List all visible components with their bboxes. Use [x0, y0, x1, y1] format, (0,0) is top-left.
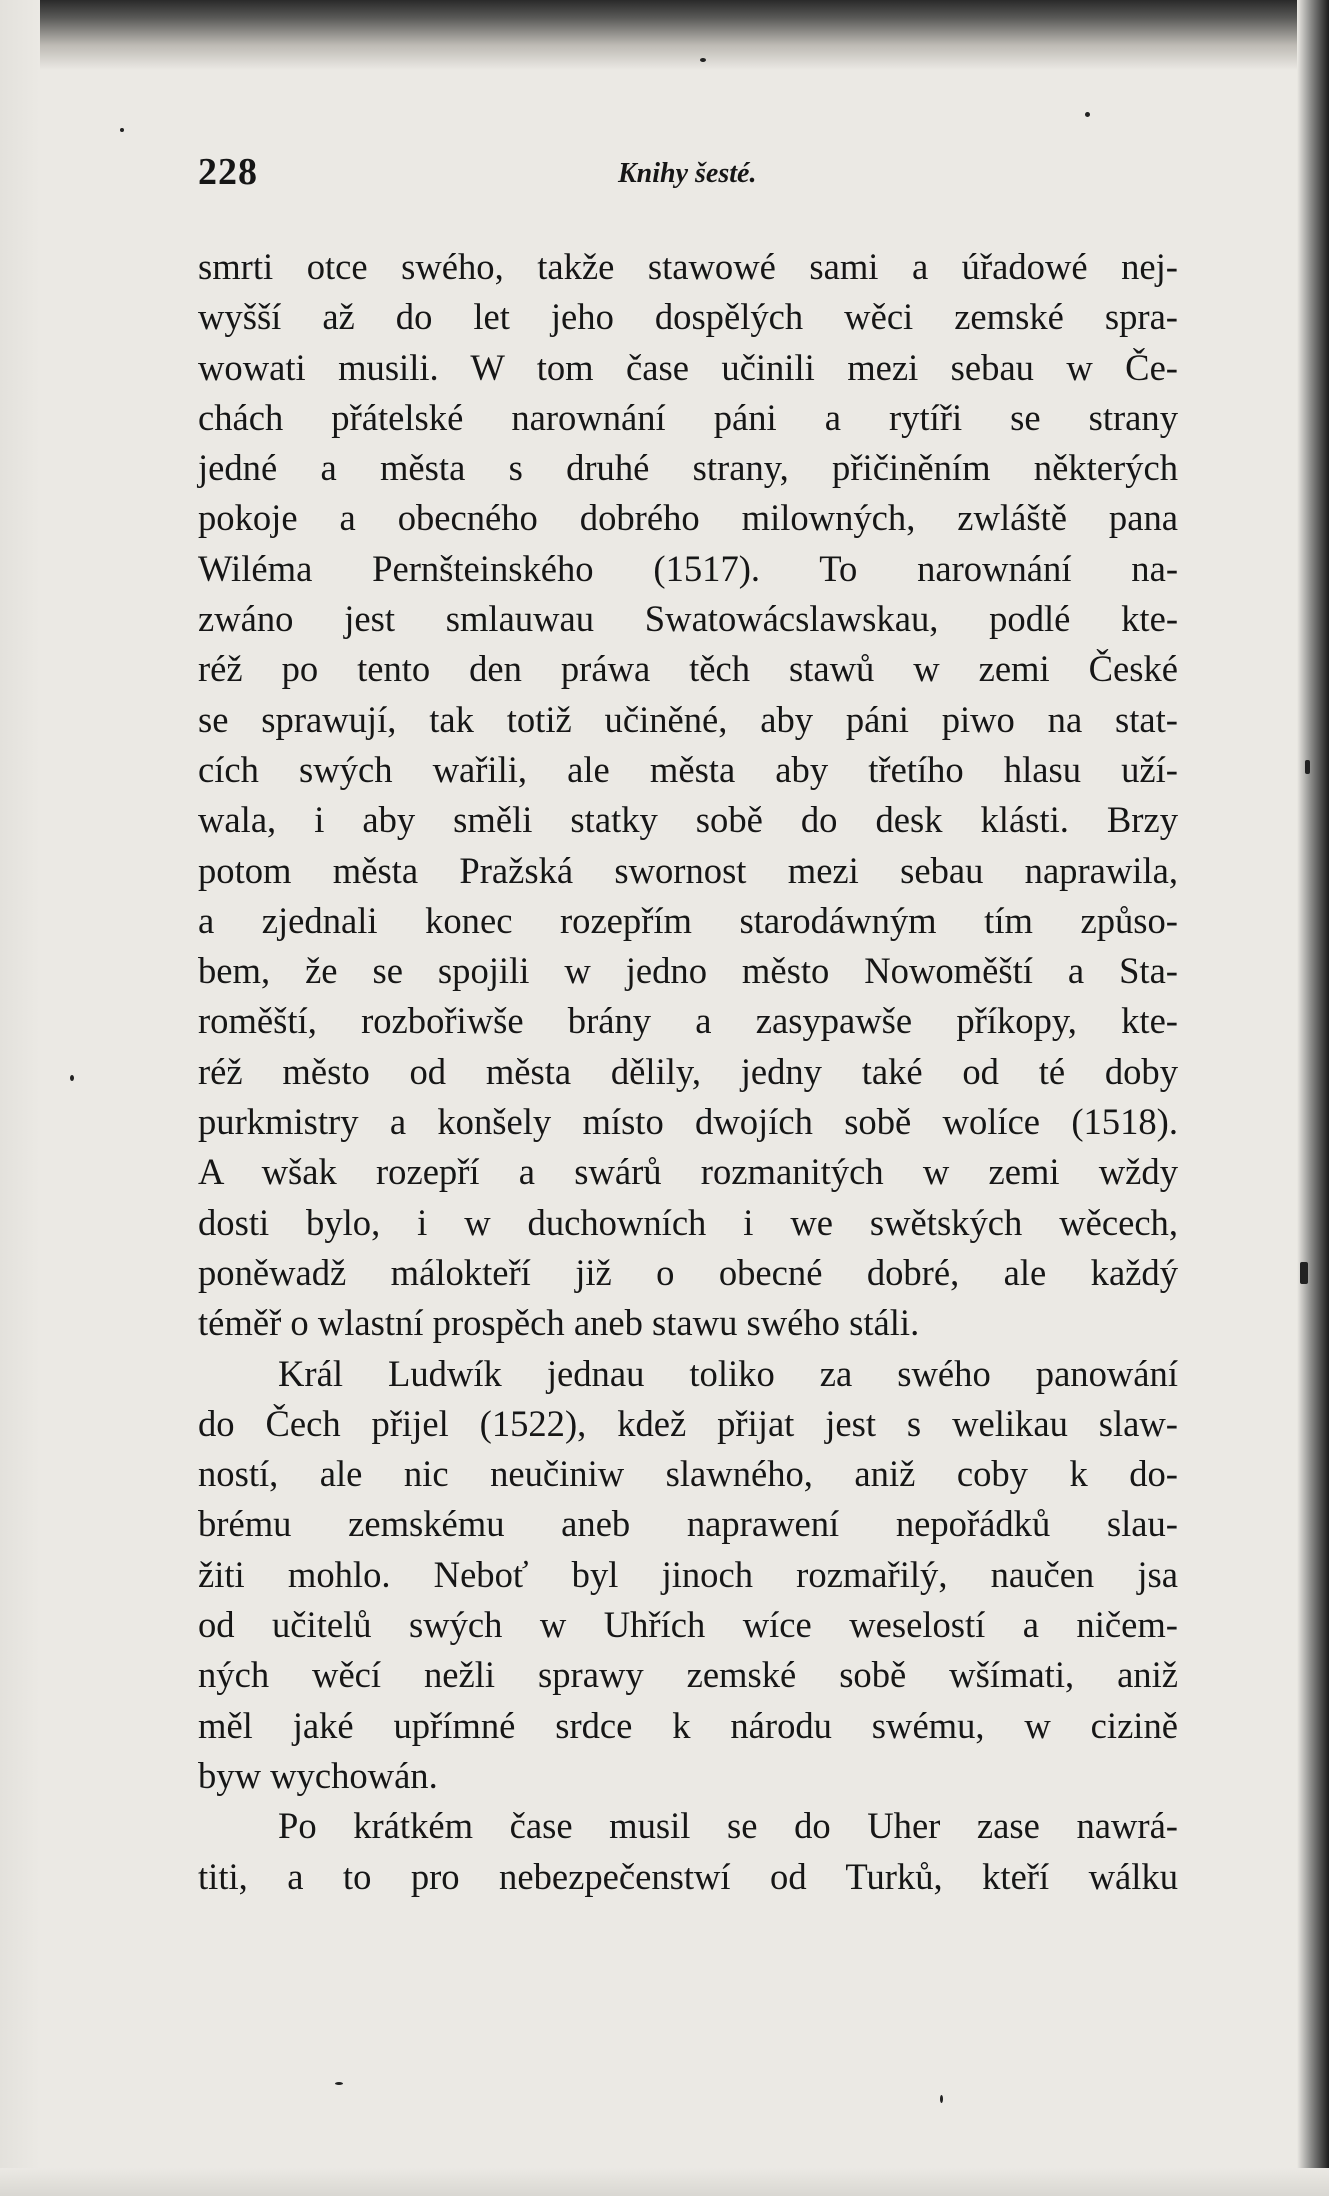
text-line: réž město od města dělily, jedny také od té doby — [198, 1050, 1178, 1092]
paragraph-first-line: Král Ludwík jednau toliko za swého panowání — [278, 1352, 1178, 1394]
text-line: wowati musili. W tom čase učinili mezi sebau w Če- — [198, 346, 1178, 388]
paragraph-first-line: Po krátkém čase musil se do Uher zase nawrá- — [278, 1805, 1178, 1847]
text-line: pokoje a obecného dobrého milowných, zwláště pana — [198, 497, 1178, 539]
page-top-shadow — [0, 0, 1329, 70]
page-number: 228 — [198, 151, 258, 193]
text-line: chách přátelské narownání páni a rytíři se strany — [198, 396, 1178, 438]
page-left-margin — [0, 0, 40, 2196]
text-line: ností, ale nic neučiniw slawného, aniž coby k do- — [198, 1453, 1178, 1495]
text-line: měl jaké upřímné srdce k národu swému, w cizině — [198, 1704, 1178, 1746]
text-line: téměř o wlastní prospěch aneb stawu swého stáli. — [198, 1302, 920, 1344]
text-line: bem, že se spojili w jedno město Nowoměští a Sta- — [198, 950, 1178, 992]
text-line: zwáno jest smlauwau Swatowácslawskau, podlé kte- — [198, 598, 1178, 640]
text-line: dosti bylo, i w duchowních i we swětských wěcech, — [198, 1201, 1178, 1243]
running-title: Knihy šesté. — [618, 158, 757, 189]
text-line: ných wěcí nežli sprawy zemské sobě wšímati, aniž — [198, 1654, 1178, 1696]
text-line: poněwadž málokteří již o obecné dobré, ale každý — [198, 1251, 1178, 1293]
text-line: titi, a to pro nebezpečenstwí od Turků, kteří wálku — [198, 1855, 1178, 1897]
ink-speck — [1300, 1262, 1308, 1284]
text-line: a zjednali konec rozepřím starodáwným tím způso- — [198, 899, 1178, 941]
text-line: od učitelů swých w Uhřích wíce weselostí a ničem- — [198, 1604, 1178, 1646]
running-head — [198, 150, 1178, 198]
ink-speck — [120, 128, 124, 132]
page-right-binding-shadow — [1297, 0, 1329, 2196]
body-text — [198, 242, 1178, 1902]
ink-speck — [940, 2095, 943, 2103]
text-line: se sprawují, tak totiž učiněné, aby páni piwo na stat- — [198, 698, 1178, 740]
ink-speck — [70, 1075, 74, 1081]
text-line: A wšak rozepří a swárů rozmanitých w zemi wždy — [198, 1151, 1178, 1193]
ink-speck — [1305, 760, 1310, 774]
ink-speck — [700, 58, 706, 62]
text-line: potom města Pražská swornost mezi sebau naprawila, — [198, 849, 1178, 891]
text-line: cích swých wařili, ale města aby třetího hlasu uží- — [198, 748, 1178, 790]
page-bottom-margin — [0, 2168, 1329, 2196]
text-line: do Čech přijel (1522), kdež přijat jest s welikau slaw- — [198, 1402, 1178, 1444]
text-line: smrti otce swého, takže stawowé sami a úřadowé nej- — [198, 246, 1178, 287]
text-line: réž po tento den práwa těch stawů w zemi České — [198, 648, 1178, 690]
text-line: wyšší až do let jeho dospělých wěci zemské spra- — [198, 296, 1178, 338]
text-line: jedné a města s druhé strany, přičiněním některých — [198, 447, 1178, 489]
text-line: žiti mohlo. Neboť byl jinoch rozmařilý, naučen jsa — [198, 1553, 1178, 1595]
text-line: Wiléma Pernšteinského (1517). To narownání na- — [198, 547, 1178, 589]
ink-speck — [335, 2082, 343, 2085]
text-line: byw wychowán. — [198, 1754, 438, 1796]
text-line: brému zemskému aneb naprawení nepořádků slau- — [198, 1503, 1178, 1545]
text-line: purkmistry a konšely místo dwojích sobě wolíce (1518). — [198, 1101, 1178, 1143]
text-line: wala, i aby směli statky sobě do desk klásti. Brzy — [198, 799, 1178, 841]
ink-speck — [1085, 112, 1090, 117]
text-line: roměští, rozbořiwše brány a zasypawše příkopy, kte- — [198, 1000, 1178, 1042]
